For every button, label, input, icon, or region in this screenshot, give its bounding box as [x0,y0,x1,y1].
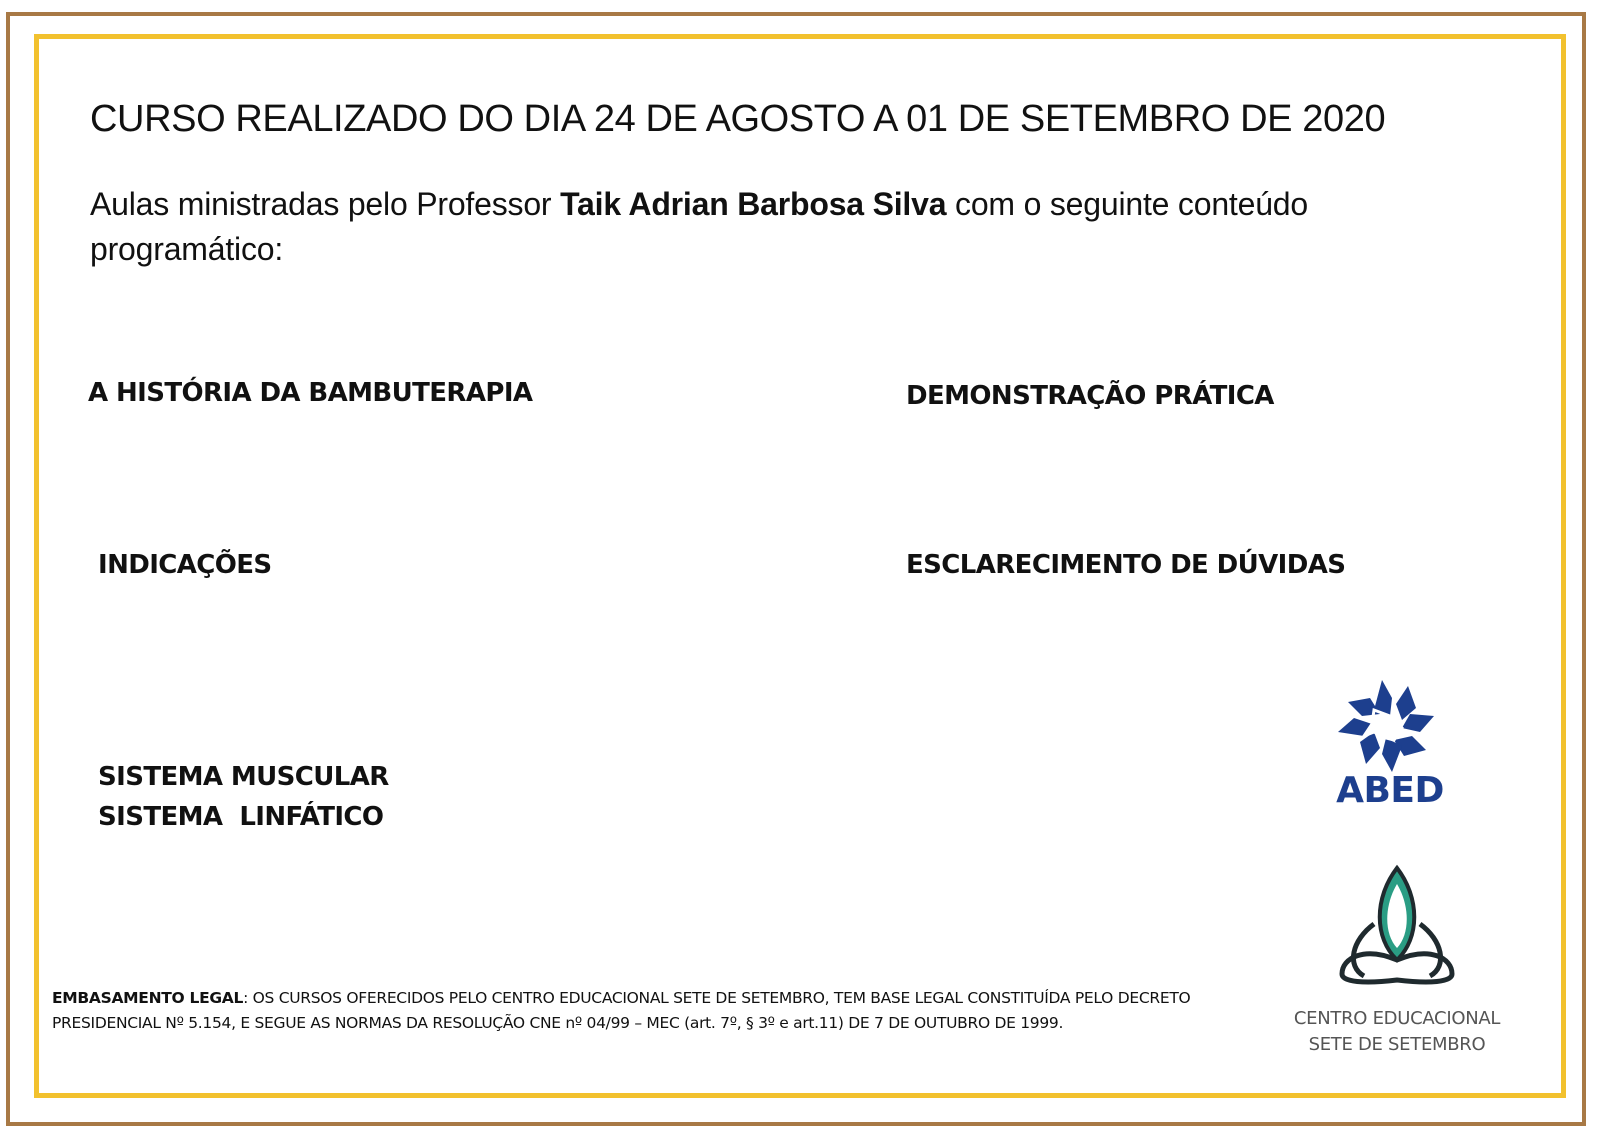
topic-esclarecimento: ESCLARECIMENTO DE DÚVIDAS [906,550,1346,580]
legal-text: : OS CURSOS OFERECIDOS PELO CENTRO EDUCACIONAL SETE DE SETEMBRO, TEM BASE LEGAL CONSTITUÍDA PELO DECRETO PRESIDENCIAL Nº 5.154, E SEGUE AS NORMAS DA RESOLUÇÃO CNE nº 04/99 – MEC (art. 7º, § 3º e art.11) DE 7 DE OUTUBRO DE 1999. [52,989,1191,1032]
course-intro [90,182,1410,272]
intro-suffix: com o seguinte conteúdo programático: [90,186,1308,267]
topic-sistema-muscular: SISTEMA MUSCULAR [98,762,389,792]
cess-logo-text [1270,1006,1524,1058]
legal-basis [52,986,1192,1036]
topic-indicacoes: INDICAÇÕES [98,550,272,580]
triquetra-logo-icon [1334,862,1460,988]
abed-logo-text: ABED [1336,770,1444,811]
intro-prefix: Aulas ministradas pelo Professor [90,186,561,222]
course-dates-title: CURSO REALIZADO DO DIA 24 DE AGOSTO A 01 DE SETEMBRO DE 2020 [90,98,1386,140]
topic-demonstracao: DEMONSTRAÇÃO PRÁTICA [906,381,1274,411]
legal-lead: EMBASAMENTO LEGAL [52,989,244,1007]
professor-name: Taik Adrian Barbosa Silva [560,186,947,222]
topic-sistema-linfatico: SISTEMA LINFÁTICO [98,802,384,832]
cess-line-1: CENTRO EDUCACIONAL [1293,1008,1501,1029]
cess-line-2: SETE DE SETEMBRO [1308,1034,1486,1055]
topic-historia: A HISTÓRIA DA BAMBUTERAPIA [88,378,533,408]
